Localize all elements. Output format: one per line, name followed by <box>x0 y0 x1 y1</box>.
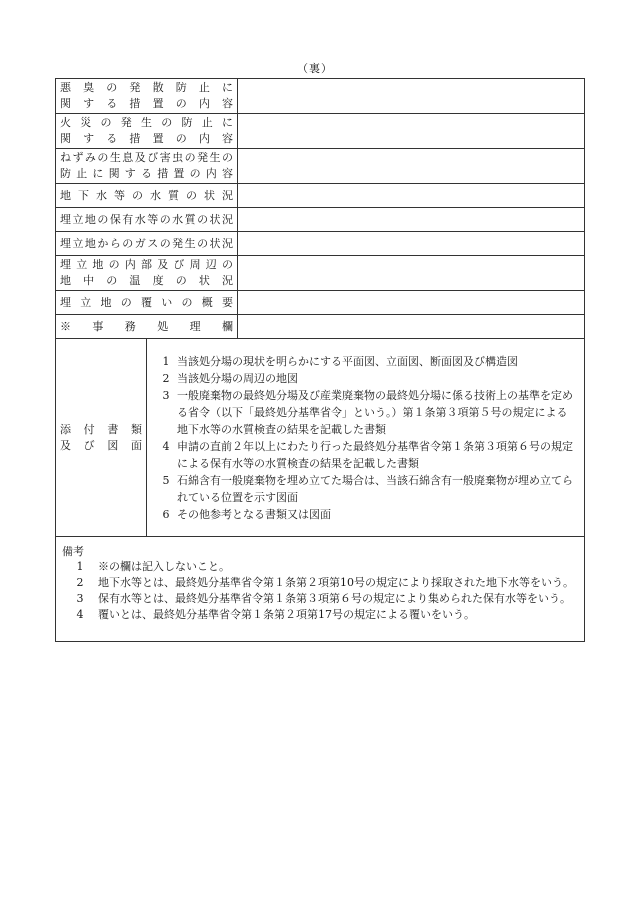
form-table <box>55 78 585 642</box>
label-line: 地中の温度の状況 <box>60 274 233 287</box>
list-item <box>155 370 576 387</box>
item-number: 1 <box>162 355 170 368</box>
form-row-groundwater <box>56 184 585 208</box>
notes-section <box>56 537 585 642</box>
item-number: 1 <box>76 560 84 573</box>
list-item <box>62 592 576 606</box>
label-line: 埋立地の覆いの概要 <box>60 295 233 309</box>
label-line: 及び図面 <box>60 438 142 452</box>
row-label-temperature <box>56 256 238 291</box>
item-text: 当該処分場の周辺の地図 <box>177 372 298 385</box>
form-row-office-use <box>56 315 585 339</box>
form-row-cover <box>56 291 585 315</box>
field-cover-summary[interactable] <box>238 291 585 315</box>
list-item <box>155 472 576 506</box>
field-office-use <box>238 315 585 339</box>
list-item <box>155 353 576 370</box>
form-row-temperature <box>56 256 585 291</box>
item-number: 6 <box>162 508 170 521</box>
label-line: 火災の発生の防止に <box>60 116 233 129</box>
attachments-content <box>147 339 585 537</box>
row-label-pests <box>56 149 238 184</box>
list-item <box>155 387 576 438</box>
list-item <box>155 506 576 523</box>
label-line: 関する措置の内容 <box>60 97 233 110</box>
form-row-notes <box>56 537 585 642</box>
list-item <box>155 438 576 472</box>
list-item <box>62 608 576 622</box>
item-text: 当該処分場の現状を明らかにする平面図、立面図、断面図及び構造図 <box>177 355 518 368</box>
item-number: 4 <box>76 608 84 621</box>
item-number: 2 <box>76 576 84 589</box>
page-title: （裏） <box>297 62 333 75</box>
row-label-gas <box>56 232 238 256</box>
field-groundwater-quality[interactable] <box>238 184 585 208</box>
row-label-fire <box>56 114 238 149</box>
label-line: 防止に関する措置の内容 <box>60 167 233 180</box>
notes-list <box>62 560 576 622</box>
label-line: 埋立地の内部及び周辺の <box>60 258 233 271</box>
item-text: 保有水等とは、最終処分基準省令第１条第３項第６号の規定により集められた保有水等をいう。 <box>98 592 571 605</box>
form-row-gas <box>56 232 585 256</box>
form-row-pests <box>56 149 585 184</box>
label-line: ねずみの生息及び害虫の発生の <box>60 151 233 164</box>
item-number: 4 <box>162 440 170 453</box>
row-label-cover <box>56 291 238 315</box>
label-line: ※ 事 務 処 理 欄 <box>60 319 233 333</box>
label-line: 悪臭の発散防止に <box>60 81 233 94</box>
field-gas-status[interactable] <box>238 232 585 256</box>
field-fire-measures[interactable] <box>238 114 585 149</box>
row-label-groundwater <box>56 184 238 208</box>
field-ground-temperature[interactable] <box>238 256 585 291</box>
item-text: 覆いとは、最終処分基準省令第１条第２項第17号の規定による覆いをいう。 <box>98 608 475 621</box>
label-line: 関する措置の内容 <box>60 132 233 145</box>
list-item <box>62 576 576 590</box>
label-line: 添付書類 <box>60 422 142 436</box>
form-row-retained-water <box>56 208 585 232</box>
row-label-retained-water <box>56 208 238 232</box>
row-label-office-use <box>56 315 238 339</box>
label-line: 地下水等の水質の状況 <box>60 188 233 202</box>
item-text: ※の欄は記入しないこと。 <box>98 560 230 573</box>
item-text: 地下水等とは、最終処分基準省令第１条第２項第10号の規定により採取された地下水等をいう。 <box>98 576 574 589</box>
form-row-fire <box>56 114 585 149</box>
item-text: その他参考となる書類又は図面 <box>177 508 331 521</box>
field-retained-water-quality[interactable] <box>238 208 585 232</box>
row-label-odor <box>56 79 238 114</box>
notes-title: 備考 <box>62 545 84 558</box>
item-text: 一般廃棄物の最終処分場及び産業廃棄物の最終処分場に係る技術上の基準を定める省令（以下「最終処分基準省令」という。）第１条第３項第５号の規定による地下水等の水質検査の結果を記載した書類 <box>177 389 573 436</box>
item-text: 申請の直前２年以上にわたり行った最終処分基準省令第１条第３項第６号の規定による保有水等の水質検査の結果を記載した書類 <box>177 440 573 470</box>
item-number: 5 <box>162 474 170 487</box>
field-pest-measures[interactable] <box>238 149 585 184</box>
form-row-attachments <box>56 339 585 537</box>
label-line: 埋立地の保有水等の水質の状況 <box>60 212 233 226</box>
form-row-odor <box>56 79 585 114</box>
attachments-label <box>56 339 147 537</box>
list-item <box>62 560 576 574</box>
item-number: 3 <box>76 592 84 605</box>
field-odor-measures[interactable] <box>238 79 585 114</box>
attachments-list <box>155 353 576 523</box>
item-text: 石綿含有一般廃棄物を埋め立てた場合は、当該石綿含有一般廃棄物が埋め立てられている位置を示す図面 <box>177 474 573 504</box>
item-number: 2 <box>162 372 170 385</box>
item-number: 3 <box>162 389 170 402</box>
label-line: 埋立地からのガスの発生の状況 <box>60 236 233 250</box>
